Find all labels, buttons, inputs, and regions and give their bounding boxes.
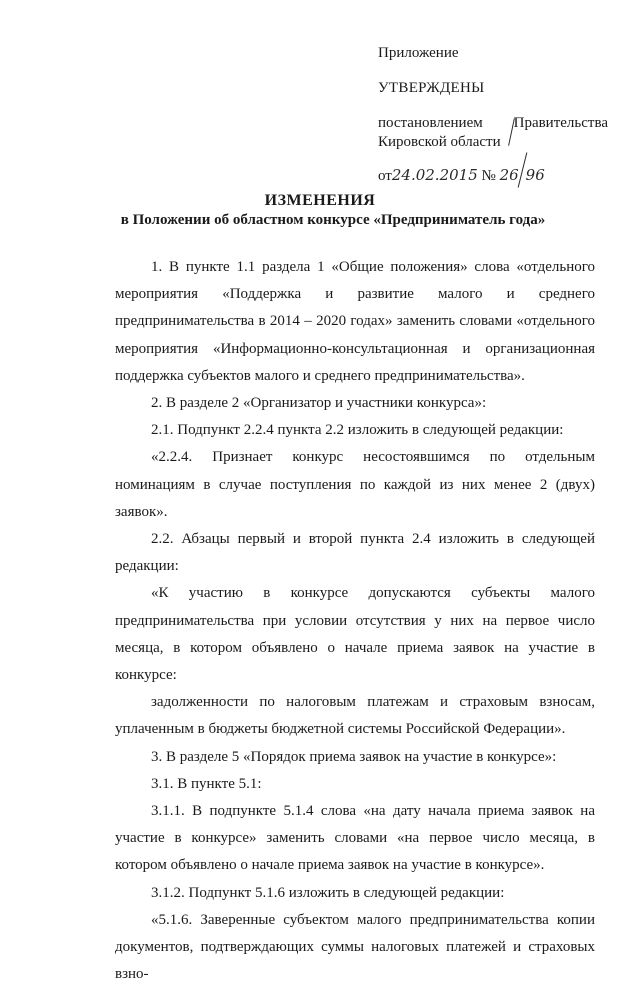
paragraph-2-1: 2.1. Подпункт 2.2.4 пункта 2.2 изложить в следующей редакции: [151, 422, 564, 439]
paragraph-2-2: 2.2. Абзацы первый и второй пункта 2.4 изложить в следующей редакции: [115, 531, 595, 575]
approval-block [378, 44, 608, 188]
appendix-label: Приложение [378, 45, 459, 61]
paragraph-3: 3. В разделе 5 «Порядок приема заявок на участие в конкурсе»: [151, 748, 557, 765]
paragraph-2: 2. В разделе 2 «Организатор и участники конкурса»: [151, 395, 487, 412]
number-sign: № [481, 168, 496, 184]
paragraph-debt: задолженности по налоговым платежам и страховым взносам, уплаченным в бюджеты бюджетной системы Российской Федерации». [115, 694, 595, 738]
paragraph-3-1: 3.1. В пункте 5.1: [151, 775, 262, 792]
paragraph-2-2-4-quote: «2.2.4. Признает конкурс несостоявшимся по отдельным номинациям в случае поступления по каждой из них менее 2 (двух) заявок». [115, 449, 595, 520]
document-subtitle: в Положении об областном конкурсе «Предприниматель года» [120, 212, 546, 228]
paragraph-3-1-2: 3.1.2. Подпункт 5.1.6 изложить в следующей редакции: [151, 884, 505, 901]
handwritten-number-part-2: 96 [525, 166, 545, 184]
decree-date-line [378, 152, 608, 188]
paragraph-5-1-6-quote: «5.1.6. Заверенные субъектом малого предпринимательства копии документов, подтверждающих суммы налоговых платежей и страховых взно- [115, 911, 595, 983]
document-title: ИЗМЕНЕНИЯ [264, 192, 376, 209]
paragraph-1: 1. В пункте 1.1 раздела 1 «Общие положения» слова «отдельного мероприятия «Поддержка и развитие малого и среднего предпринимательства в 2014 – 2020 годах» заменить словами «отдельного мероприятия «Информационно-консультационная и организационная поддержка субъектов малого и среднего предпринимательства». [115, 259, 595, 384]
date-prefix: от [378, 168, 392, 184]
decree-line-2: Кировской области [378, 134, 501, 150]
document-body [115, 254, 595, 988]
paragraph-3-1-1: 3.1.1. В подпункте 5.1.4 слова «на дату начала приема заявок на участие в конкурсе» заменить словами «на первое число месяца, в котором объявлено о начале приема заявок на участие в конкурсе». [115, 803, 595, 874]
handwritten-date: 24.02.2015 [391, 166, 478, 184]
handwritten-number-part-1: 26 [499, 166, 519, 184]
paragraph-participation-quote: «К участию в конкурсе допускаются субъекты малого предпринимательства при условии отсутствия у них на первое число месяца, в котором объявлено о начале приема заявок на участие в конкурсе: [115, 585, 595, 684]
decree-line-1: постановлением Правительства [378, 115, 608, 131]
approved-label: УТВЕРЖДЕНЫ [378, 80, 485, 96]
